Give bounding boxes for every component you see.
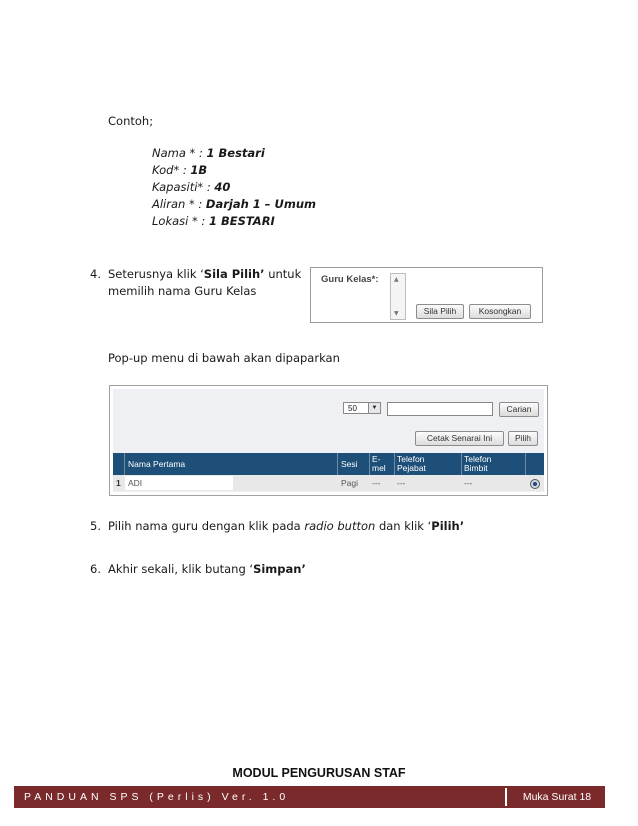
sila-pilih-button[interactable]: Sila Pilih [416, 304, 464, 319]
example-lokasi [152, 213, 275, 229]
footer-bar [14, 786, 605, 808]
col-emel[interactable]: E- mel [372, 454, 386, 473]
example-value: Darjah 1 – Umum [205, 197, 317, 211]
step5-pre: Pilih nama guru dengan klik pada [108, 519, 305, 533]
table-header [113, 453, 544, 475]
example-value: 40 [214, 180, 231, 194]
page-size-select[interactable] [343, 402, 381, 414]
scroll-up-icon[interactable]: ▲ [394, 276, 399, 283]
row-mobile-phone: --- [464, 478, 473, 488]
step4-post: untuk [264, 267, 302, 281]
chevron-down-icon[interactable]: ▼ [368, 403, 380, 413]
step6-text [108, 561, 306, 577]
row-number: 1 [116, 478, 121, 488]
popup-screenshot [109, 385, 548, 496]
cetak-senarai-button[interactable]: Cetak Senarai Ini [415, 431, 504, 446]
example-kapasiti [152, 179, 230, 195]
table-row[interactable] [113, 475, 544, 491]
guru-kelas-listbox[interactable] [390, 273, 406, 320]
col-telefon-bimbit[interactable]: Telefon Bimbit [464, 454, 492, 473]
popup-note: Pop-up menu di bawah akan dipaparkan [108, 351, 340, 365]
step5-bold: Pilih’ [431, 519, 465, 533]
step4-pre: Seterusnya klik ‘ [108, 267, 204, 281]
footer-title: MODUL PENGURUSAN STAF [232, 766, 406, 780]
step5-text [108, 518, 464, 534]
step4-line1 [108, 266, 301, 282]
step5-mid: dan klik ‘ [375, 519, 432, 533]
guru-kelas-label: Guru Kelas*: [321, 274, 379, 285]
step4-bold: Sila Pilih’ [203, 267, 265, 281]
example-nama [152, 145, 265, 161]
example-value: 1 Bestari [206, 146, 265, 160]
example-kod [152, 162, 207, 178]
example-label: Aliran * : [152, 197, 206, 211]
example-label: Kapasiti* : [152, 180, 215, 194]
kosongkan-button[interactable]: Kosongkan [469, 304, 531, 319]
intro-text: Contoh; [108, 114, 154, 128]
popup-panel [113, 389, 544, 492]
search-input[interactable] [387, 402, 493, 416]
col-sesi[interactable]: Sesi [341, 459, 358, 469]
step4-line2: memilih nama Guru Kelas [108, 284, 257, 298]
footer-left: PANDUAN SPS (Perlis) Ver. 1.0 [16, 788, 507, 806]
row-name: ADI [128, 478, 143, 488]
scroll-down-icon[interactable]: ▼ [394, 310, 399, 317]
guru-kelas-screenshot [310, 267, 543, 323]
col-telefon-pejabat[interactable]: Telefon Pejabat [397, 454, 426, 473]
step4-number: 4. [90, 267, 101, 281]
carian-button[interactable]: Carian [499, 402, 539, 417]
step5-number: 5. [90, 519, 101, 533]
page-size-value: 50 [348, 404, 357, 413]
example-label: Nama * : [152, 146, 207, 160]
example-aliran [152, 196, 316, 212]
row-email: --- [372, 478, 381, 488]
example-value: 1 BESTARI [208, 214, 275, 228]
row-office-phone: --- [397, 478, 406, 488]
step6-bold: Simpan’ [253, 562, 306, 576]
step6-pre: Akhir sekali, klik butang ‘ [108, 562, 254, 576]
example-value: 1B [190, 163, 208, 177]
col-nama[interactable]: Nama Pertama [128, 459, 186, 469]
row-session: Pagi [341, 478, 359, 488]
example-label: Lokasi * : [152, 214, 209, 228]
step6-number: 6. [90, 562, 101, 576]
pilih-button[interactable]: Pilih [508, 431, 538, 446]
radio-button[interactable] [530, 479, 540, 489]
page-number: Muka Surat 18 [522, 791, 592, 803]
step5-italic: radio button [304, 519, 376, 533]
example-label: Kod* : [152, 163, 191, 177]
